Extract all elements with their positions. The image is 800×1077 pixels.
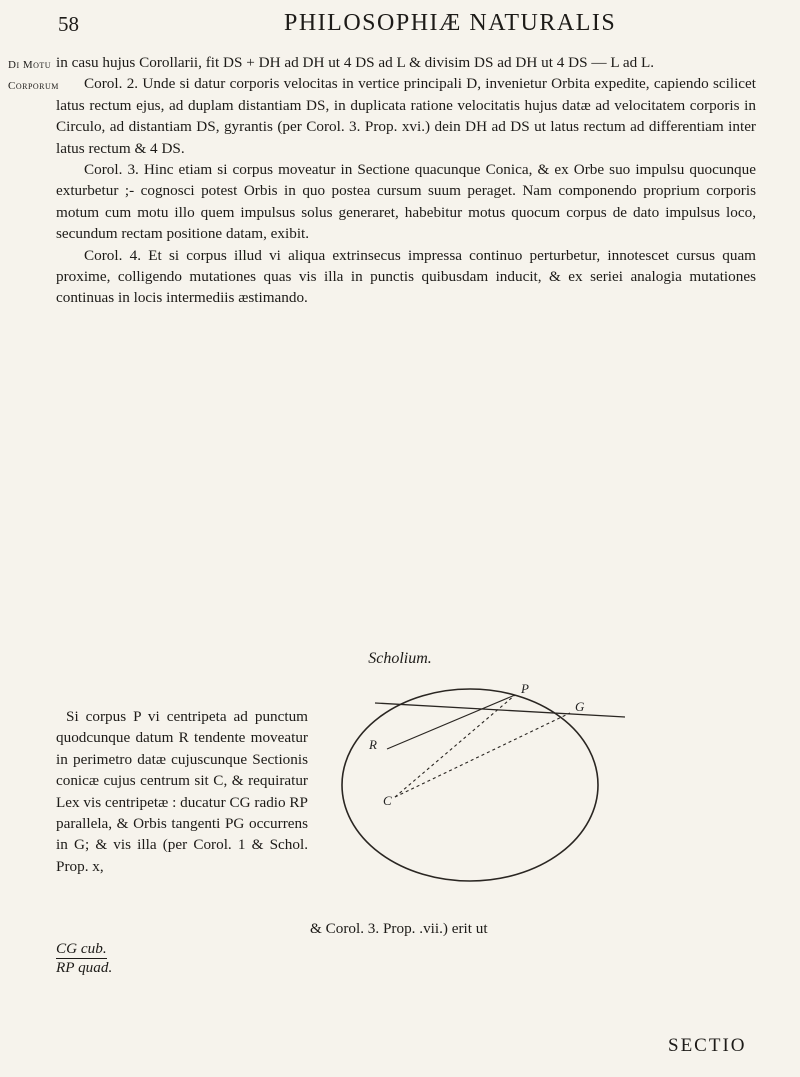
line-cg [395,713,570,797]
conic-section-diagram [325,677,625,907]
label-g: G [575,699,585,714]
margin-note [8,55,59,97]
line-cp [395,695,515,797]
tangent-line [375,703,625,717]
fraction-numerator: CG cub. [56,940,107,957]
margin-note-line: Corporum [8,80,59,92]
paragraph-corollary-2: Corol. 2. Unde si datur corporis velocitas in vertice principali D, invenietur Orbita expedite, capiendo scilicet latus rectum ejus, ad duplam distantiam DS, in duplicata ratione velocitatis hujus datæ ad velocitatem corporis in Circulo, ad distantiam DS, gyrantis (per Corol. 3. Prop. xvi.) dein DH ad DS ut latus rectum ad differentiam inter latus rectum & 4 DS. [56,75,756,157]
paragraph-corollary-3: Corol. 3. Hinc etiam si corpus moveatur in Sectione quacunque Conica, & ex Orbe suo impulsu quocunque exturbetur ;- cognosci potest Orbis in quo postea cursum suum peraget. Nam componendo proprium corporis motum cum motu illo quem impulsus solus generaret, habebitur motus quocum corpus de dato impulsus loco, secundum rectam positione datam, exibit. [56,161,756,243]
running-title: PHILOSOPHIÆ NATURALIS [284,10,617,36]
scholium-continuation: & Corol. 3. Prop. .vii.) erit ut [310,920,488,937]
scholium-text [56,706,308,877]
paragraph-corollary-continuation: in casu hujus Corollarii, fit DS + DH ad DH ut 4 DS ad L & divisim DS ad DH ut 4 DS — L ad L. [56,54,655,71]
fraction-denominator: RP quad. [56,959,113,976]
label-c: C [383,793,392,808]
radius-rp [387,695,515,749]
scholium-fraction [56,940,112,977]
paragraph-corollary-4: Corol. 4. Et si corpus illud vi aliqua extrinsecus impressa continuo perturbetur, innotescet cursus quam proxime, colligendo mutationes quas vis illa in punctis quibusdam inducit, & ex seriei analogia mutationes continuas in locis intermediis æstimando. [56,246,756,307]
diagram-svg [325,677,625,907]
margin-note-line: Di Motu [8,59,52,71]
label-p: P [521,681,529,696]
scholium-heading: Scholium. [368,650,432,667]
main-text [56,52,756,309]
label-r: R [369,737,377,752]
page-number: 58 [58,12,79,36]
catchword: SECTIO [668,1035,747,1056]
page-header [58,10,748,40]
scholium-paragraph: Si corpus P vi centripeta ad punctum quodcunque datum R tendente moveatur in perimetro datæ cujuscunque Sectionis conicæ cujus centrum sit C, & requiratur Lex vis centripetæ : ducatur CG radio RP parallela, & Orbis tangenti PG occurrens in G; & vis illa (per Corol. 1 & Schol. Prop. x, [56,708,308,875]
